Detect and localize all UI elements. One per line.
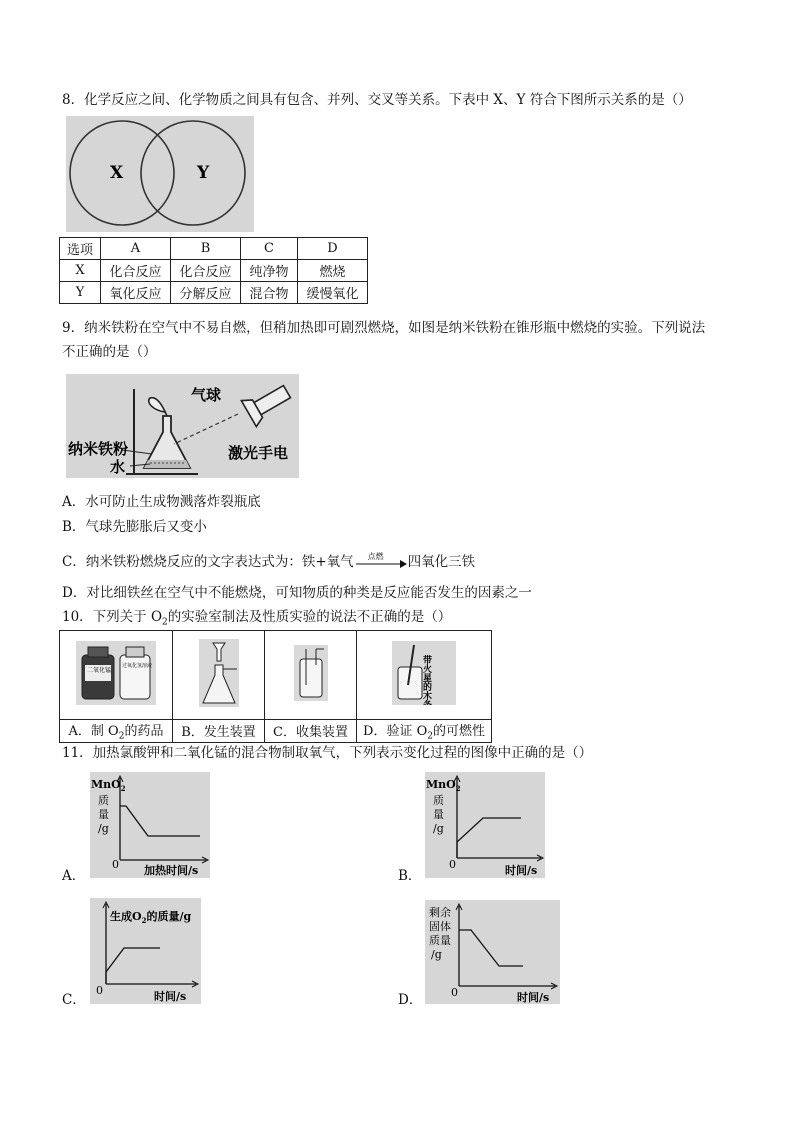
q10-options-table xyxy=(59,630,492,743)
table-cell: B xyxy=(171,238,241,260)
graph-a-line xyxy=(120,806,200,836)
q10-stem-rest: 的实验室制法及性质实验的说法不正确的是（） xyxy=(167,609,452,625)
q10-option-c xyxy=(265,720,357,743)
graph-d-ylabel: 剩余 xyxy=(429,906,451,919)
table-cell: 燃烧 xyxy=(298,260,368,282)
q10-cell-a-image xyxy=(60,631,173,720)
q9-stem-line2: 不正确的是（） xyxy=(62,344,157,360)
laser-torch-icon xyxy=(241,379,294,427)
bottle2-label: 过氧化氢溶液 xyxy=(122,663,153,669)
label-laser: 激光手电 xyxy=(228,444,289,462)
graph-c-xlabel: 时间/s xyxy=(154,990,187,1003)
table-cell: Y xyxy=(60,282,101,304)
q11-stem: 11．加热氯酸钾和二氧化锰的混合物制取氧气，下列表示变化过程的图像中正确的是（） xyxy=(62,745,593,761)
graph-b xyxy=(425,772,545,878)
splint-label: 带火星的木条 xyxy=(421,655,431,705)
graph-a-xlabel: 加热时间/s xyxy=(144,864,199,877)
label-water: 水 xyxy=(110,458,126,476)
table-cell: A xyxy=(101,238,171,260)
q11-option-a-letter: A． xyxy=(62,868,86,884)
graph-c xyxy=(90,898,201,1004)
table-cell: 氧化反应 xyxy=(101,282,171,304)
venn-diagram xyxy=(66,116,254,232)
cell-text: B．发生装置 xyxy=(181,725,256,741)
graph-a-ylabel: /g xyxy=(98,822,109,835)
q9-option-a: A．水可防止生成物溅落炸裂瓶底 xyxy=(62,494,261,510)
q9-option-c-text: C．纳米铁粉燃烧反应的文字表达式为：铁+氧气 xyxy=(62,554,354,570)
balloon-icon xyxy=(149,398,167,416)
graph-b-line xyxy=(457,818,521,858)
graph-d-ylabel: /g xyxy=(431,948,442,961)
q10-option-d xyxy=(357,720,492,743)
venn-svg xyxy=(66,116,254,232)
table-cell: 混合物 xyxy=(241,282,298,304)
table-cell: 化合反应 xyxy=(101,260,171,282)
q10-cell-c-image xyxy=(265,631,357,720)
graph-a-origin: 0 xyxy=(112,858,119,871)
cell-sub: 2 xyxy=(427,731,433,742)
table-row xyxy=(60,260,368,282)
cell-text: 的药品 xyxy=(124,724,164,739)
table-cell: C xyxy=(241,238,298,260)
q10-stem-sub: 2 xyxy=(162,617,168,628)
splint-test-figure xyxy=(392,641,456,705)
table-row xyxy=(60,282,368,304)
graph-c-origin: 0 xyxy=(96,984,103,997)
cell-text: A．制 O xyxy=(68,724,119,739)
graph-a xyxy=(90,772,210,878)
cell-sub: 2 xyxy=(118,731,125,742)
graph-b-ylabel: /g xyxy=(433,822,444,835)
graph-d-origin: 0 xyxy=(451,986,458,999)
q11-option-c-letter: C． xyxy=(62,992,86,1008)
q9-figure xyxy=(66,374,299,478)
q9-stem-line1: 9．纳米铁粉在空气中不易自燃，但稍加热即可剧烈燃烧，如图是纳米铁粉在锥形瓶中燃烧的实验。下列说法 xyxy=(62,320,706,336)
graph-b-svg xyxy=(425,772,545,878)
graph-c-ylabel: 生成$O_2$的质量/g xyxy=(110,910,192,925)
q10-option-a xyxy=(60,720,173,743)
arrow-condition: 点燃 xyxy=(367,551,384,561)
table-cell: 缓慢氧化 xyxy=(298,282,368,304)
q10-cell-d-image xyxy=(357,631,492,720)
q10-cell-b-image xyxy=(173,631,265,720)
q10-stem-text: 10．下列关于 O xyxy=(62,609,163,625)
q9-option-b: B．气球先膨胀后又变小 xyxy=(62,519,207,535)
graph-c-svg xyxy=(90,898,201,1004)
graph-d xyxy=(425,900,560,1004)
table-cell: 纯净物 xyxy=(241,260,298,282)
graph-b-ylabel: 质 xyxy=(433,794,444,807)
flask-water xyxy=(144,460,190,468)
graph-a-ylabel-top: MnO$_2$ xyxy=(91,778,126,793)
cell-text: 的可燃性 xyxy=(432,724,485,739)
collection-bottle-svg xyxy=(294,645,328,701)
venn-label-y: Y xyxy=(197,163,210,183)
reagent-bottles-figure xyxy=(76,641,156,705)
q9-option-d: D．对比细铁丝在空气中不能燃烧，可知物质的种类是反应能否发生的因素之一 xyxy=(62,585,532,601)
generation-apparatus-svg xyxy=(199,639,239,707)
q9-option-c xyxy=(62,552,475,572)
generation-apparatus-figure xyxy=(199,639,239,707)
q9-figure-svg xyxy=(66,374,299,478)
graph-a-svg xyxy=(90,772,210,878)
table-row xyxy=(60,631,492,720)
venn-circle-y xyxy=(141,121,245,225)
bottle1-label: 二氧化锰 xyxy=(87,667,112,674)
cell-text: C．收集装置 xyxy=(273,725,348,741)
q10-stem xyxy=(62,607,451,633)
laser-beam xyxy=(174,414,238,444)
graph-b-ylabel: 量 xyxy=(433,808,444,821)
table-cell: 选项 xyxy=(60,238,101,260)
q9-option-c-product: 四氧化三铁 xyxy=(407,554,476,570)
table-row xyxy=(60,238,368,260)
table-cell: D xyxy=(298,238,368,260)
q10-option-b xyxy=(173,720,265,743)
label-balloon: 气球 xyxy=(191,386,222,404)
graph-a-ylabel: 质 xyxy=(98,794,109,807)
reaction-arrow xyxy=(354,551,408,571)
q11-option-d-letter: D． xyxy=(398,992,423,1008)
cell-text: D．验证 O xyxy=(363,724,428,739)
graph-d-ylabel: 质量 xyxy=(429,934,451,947)
label-nano-iron: 纳米铁粉 xyxy=(68,440,129,458)
q8-options-table xyxy=(59,237,368,304)
graph-b-xlabel: 时间/s xyxy=(505,864,538,877)
graph-b-origin: 0 xyxy=(449,858,456,871)
venn-label-x: X xyxy=(110,163,124,183)
q8-stem: 8．化学反应之间、化学物质之间具有包含、并列、交叉等关系。下表中 X、Y 符合下图所示关系的是（） xyxy=(62,92,692,108)
graph-d-line xyxy=(459,930,523,966)
q11-option-b-letter: B． xyxy=(398,868,422,884)
table-cell: 分解反应 xyxy=(171,282,241,304)
splint-test-svg xyxy=(392,641,456,705)
reagent-bottles-svg xyxy=(76,641,156,705)
graph-d-xlabel: 时间/s xyxy=(517,991,550,1004)
collection-bottle-figure xyxy=(294,645,328,701)
graph-c-line xyxy=(106,948,160,984)
table-row xyxy=(60,720,492,743)
table-cell: X xyxy=(60,260,101,282)
graph-d-svg xyxy=(425,900,560,1004)
graph-b-ylabel-top: MnO$_2$ xyxy=(426,778,461,793)
graph-d-ylabel: 固体 xyxy=(429,920,451,933)
graph-a-ylabel: 量 xyxy=(98,808,109,821)
table-cell: 化合反应 xyxy=(171,260,241,282)
